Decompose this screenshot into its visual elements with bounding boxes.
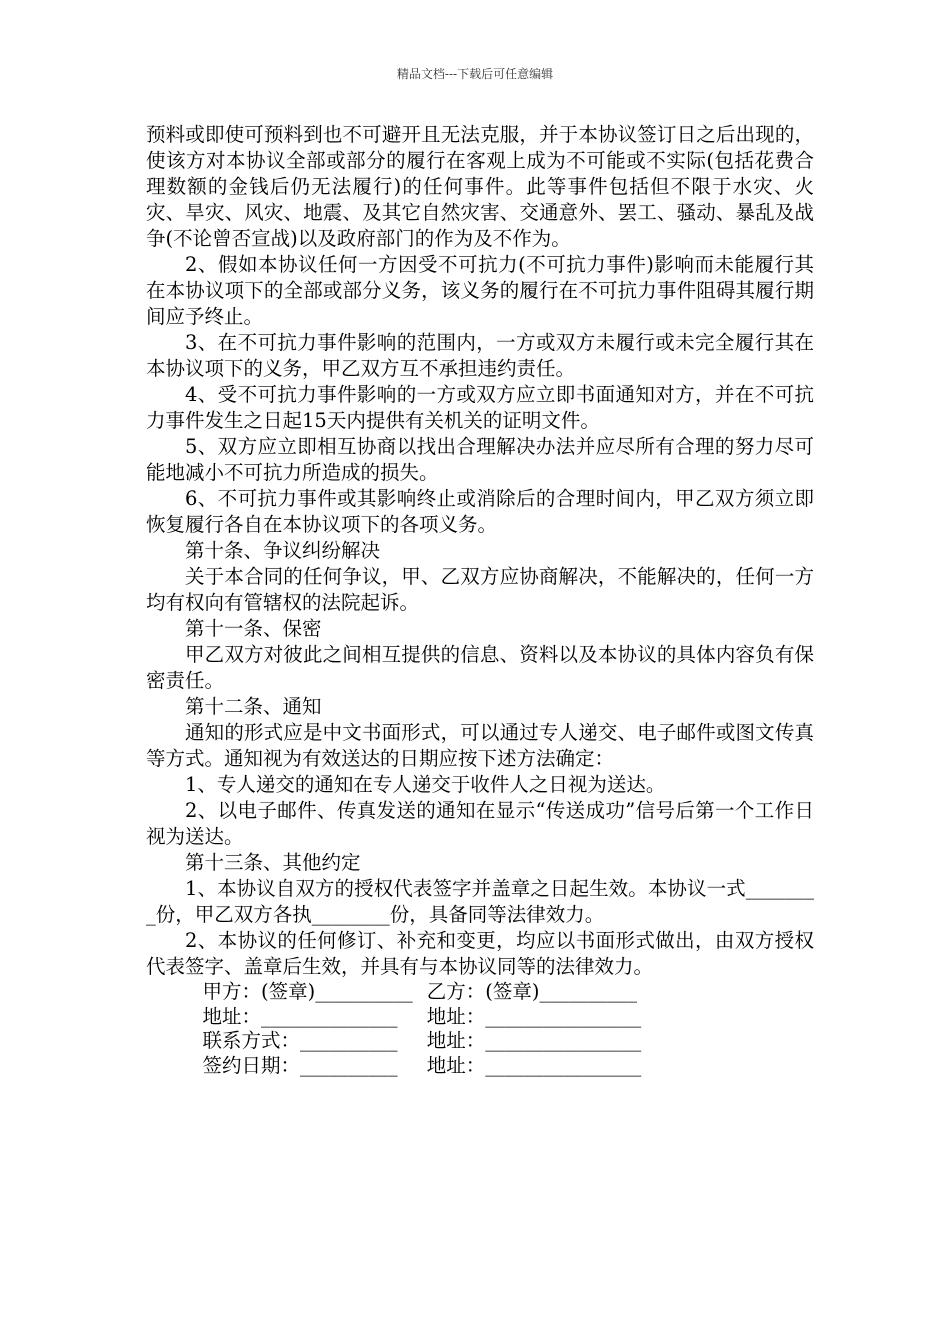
paragraph-force-majeure-clause-5: 5、双方应立即相互协商以找出合理解决办法并应尽所有合理的努力尽可能地减小不可抗力所造成的损失。 — [146, 435, 814, 484]
article-13-heading: 第十三条、其他约定 — [185, 851, 361, 874]
party-b-address-field: 地址：________________ — [426, 1004, 642, 1028]
page-header: 精品文档---下载后可任意编辑 — [396, 67, 554, 81]
party-a-signature-field: 甲方：(签章)__________ — [202, 980, 413, 1003]
paragraph-other-clause-1: 1、本协议自双方的授权代表签字并盖章之日起生效。本协议一式________份，甲乙双方各执________份，具备同等法律效力。 — [146, 877, 814, 926]
party-b-address-field-3: 地址：________________ — [426, 1053, 642, 1077]
paragraph-confidentiality: 甲乙双方对彼此之间相互提供的信息、资料以及本协议的具体内容负有保密责任。 — [146, 643, 814, 692]
signature-row — [203, 980, 642, 1005]
paragraph-force-majeure-clause-2: 2、假如本协议任何一方因受不可抗力(不可抗力事件)影响而未能履行其在本协议项下的全部或部分义务，该义务的履行在不可抗力事件阻碍其履行期间应予终止。 — [146, 253, 814, 328]
paragraph-notice-clause-2: 2、以电子邮件、传真发送的通知在显示“传送成功”信号后第一个工作日视为送达。 — [146, 799, 814, 848]
document-body — [146, 122, 814, 1078]
party-b-signature-field: 乙方：(签章)__________ — [426, 980, 637, 1003]
paragraph-force-majeure-clause-3: 3、在不可抗力事件影响的范围内，一方或双方未履行或未完全履行其在本协议项下的义务，甲乙双方互不承担违约责任。 — [146, 331, 814, 380]
paragraph-force-majeure-clause-4: 4、受不可抗力事件影响的一方或双方应立即书面通知对方，并在不可抗力事件发生之日起15天内提供有关机关的证明文件。 — [146, 383, 814, 432]
article-10-heading: 第十条、争议纠纷解决 — [185, 539, 381, 562]
party-a-address-field: 地址：______________ — [202, 1004, 398, 1028]
paragraph-notice-clause-1: 1、专人递交的通知在专人递交于收件人之日视为送达。 — [185, 773, 666, 796]
paragraph-notice-form: 通知的形式应是中文书面形式，可以通过专人递交、电子邮件或图文传真等方式。通知视为有效送达的日期应按下述方法确定： — [146, 721, 814, 770]
party-a-contact-field: 联系方式：__________ — [202, 1029, 398, 1052]
signing-date-field: 签约日期：__________ — [202, 1053, 398, 1077]
party-b-address-field-2: 地址：________________ — [426, 1029, 642, 1052]
paragraph-dispute-resolution: 关于本合同的任何争议，甲、乙双方应协商解决，不能解决的，任何一方均有权向有管辖权的法院起诉。 — [146, 565, 814, 614]
article-12-heading: 第十二条、通知 — [185, 695, 322, 718]
paragraph-force-majeure-clause-6: 6、不可抗力事件或其影响终止或消除后的合理时间内，甲乙双方须立即恢复履行各自在本协议项下的各项义务。 — [146, 487, 814, 536]
article-11-heading: 第十一条、保密 — [185, 617, 322, 640]
paragraph-force-majeure-definition: 预料或即使可预料到也不可避开且无法克服，并于本协议签订日之后出现的，使该方对本协议全部或部分的履行在客观上成为不可能或不实际(包括花费合理数额的金钱后仍无法履行)的任何事件。此等事件包括但不限于水灾、火灾、旱灾、风灾、地震、及其它自然灾害、交通意外、罢工、骚动、暴乱及战争(不论曾否宣战)以及政府部门的作为及不作为。 — [146, 123, 814, 250]
signature-row — [203, 1005, 642, 1030]
signature-row — [203, 1029, 642, 1054]
signature-row — [203, 1054, 642, 1079]
signature-block — [203, 980, 642, 1078]
paragraph-other-clause-2: 2、本协议的任何修订、补充和变更，均应以书面形式做出，由双方授权代表签字、盖章后生效，并具有与本协议同等的法律效力。 — [146, 929, 814, 978]
